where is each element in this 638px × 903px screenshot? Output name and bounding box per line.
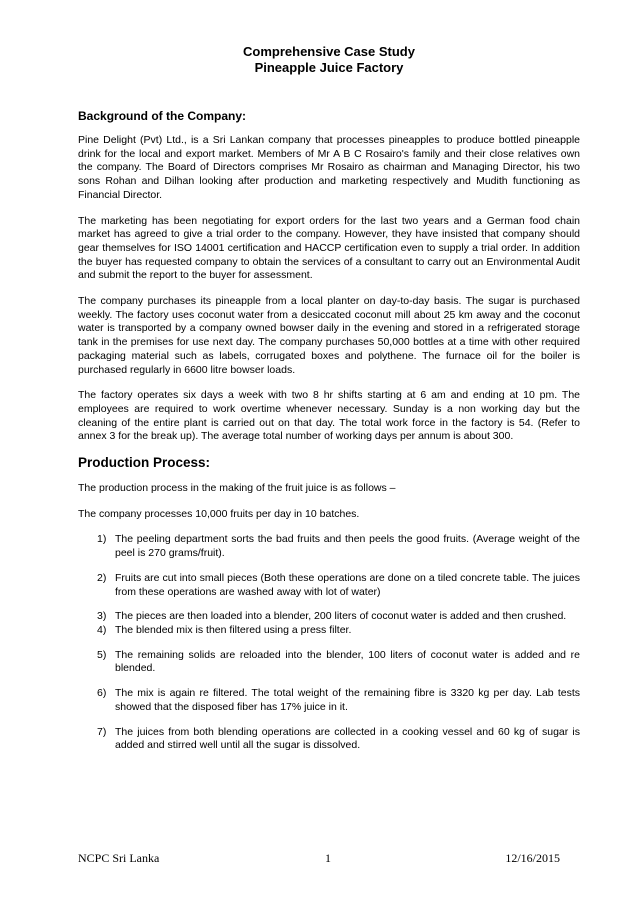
title-line-2: Pineapple Juice Factory [254,60,404,75]
list-item [78,533,580,560]
step-number: 3) [97,610,107,623]
production-heading: Production Process: [78,455,211,471]
list-item [78,726,580,753]
production-steps [78,533,580,752]
document-page [78,44,580,753]
step-number: 6) [97,687,107,700]
list-item [78,610,580,624]
step-text: The peeling department sorts the bad fruits and then peels the good fruits. (Average weight of the peel is 270 grams/fruit). [115,533,580,560]
footer-page-number: 1 [325,851,331,865]
step-text: The juices from both blending operations are collected in a cooking vessel and 60 kg of sugar is added and stirred well until all the sugar is dissolved. [115,725,580,752]
list-item [78,572,580,599]
list-item [78,649,580,676]
background-paragraph-1: Pine Delight (Pvt) Ltd., is a Sri Lankan company that processes pineapples to produce bottled pineapple drink for the local and export market. Members of Mr A B C Rosairo's family and their close relatives own the company. The Board of Directors comprises Mr Rosairo as chairman and Managing Director, his two sons Rohan and Dilhan looking after production and marketing respectively and Mudith functioning as Financial Director. [78,134,580,201]
background-paragraph-4: The factory operates six days a week with two 8 hr shifts starting at 6 am and ending at 10 pm. The employees are required to work overtime whenever necessary. Sunday is a non working day but the cleaning of the entire plant is carried out on that day. The total work force in the factory is 54. (Refer to annex 3 for the break up). The average total number of working days per annum is about 300. [78,389,580,443]
step-text: The pieces are then loaded into a blender, 200 liters of coconut water is added and then crushed. [115,610,567,623]
step-text: The remaining solids are reloaded into the blender, 100 liters of coconut water is added and re blended. [115,648,580,675]
step-number: 2) [97,571,107,584]
list-item [78,624,580,638]
step-number: 7) [97,725,107,738]
background-heading: Background of the Company: [78,109,247,123]
step-number: 4) [97,623,107,636]
step-number: 1) [97,533,107,546]
footer-date: 12/16/2015 [505,851,560,865]
title-line-1: Comprehensive Case Study [243,44,415,59]
page-footer [78,851,570,867]
document-title [78,44,580,76]
background-paragraph-3: The company purchases its pineapple from a local planter on day-to-day basis. The sugar is purchased weekly. The factory uses coconut water from a desiccated coconut mill about 25 km away and the coconut water is transported by a company owned bowser daily in the evening and stored in a refrigerated storage tank in the premises for use next day. The company purchases 50,000 bottles at a time with other required packaging material such as labels, corrugated boxes and polythene. The furnace oil for the boiler is purchased regularly in 6600 litre bowser loads. [78,295,580,376]
step-text: The mix is again re filtered. The total weight of the remaining fibre is 3320 kg per day. Lab tests showed that the disposed fiber has 17% juice in it. [115,687,580,713]
list-item [78,687,580,714]
background-paragraph-2: The marketing has been negotiating for export orders for the last two years and a German food chain market has agreed to give a trial order to the company. However, they have insisted that company should gear themselves for ISO 14001 certification and HACCP certification even to supply a trial order. In addition the buyer has requested company to obtain the services of a consultant to carry out an Environmental Audit and submit the report to the buyer for assessment. [78,214,580,282]
step-text: The blended mix is then filtered using a press filter. [115,623,352,636]
step-text: Fruits are cut into small pieces (Both these operations are done on a tiled concrete table. The juices from these operations are washed away with lot of water) [115,571,580,598]
step-number: 5) [97,648,107,661]
footer-organization: NCPC Sri Lanka [78,851,160,865]
production-intro-2: The company processes 10,000 fruits per day in 10 batches. [78,507,360,520]
production-intro-1: The production process in the making of the fruit juice is as follows – [78,482,396,495]
